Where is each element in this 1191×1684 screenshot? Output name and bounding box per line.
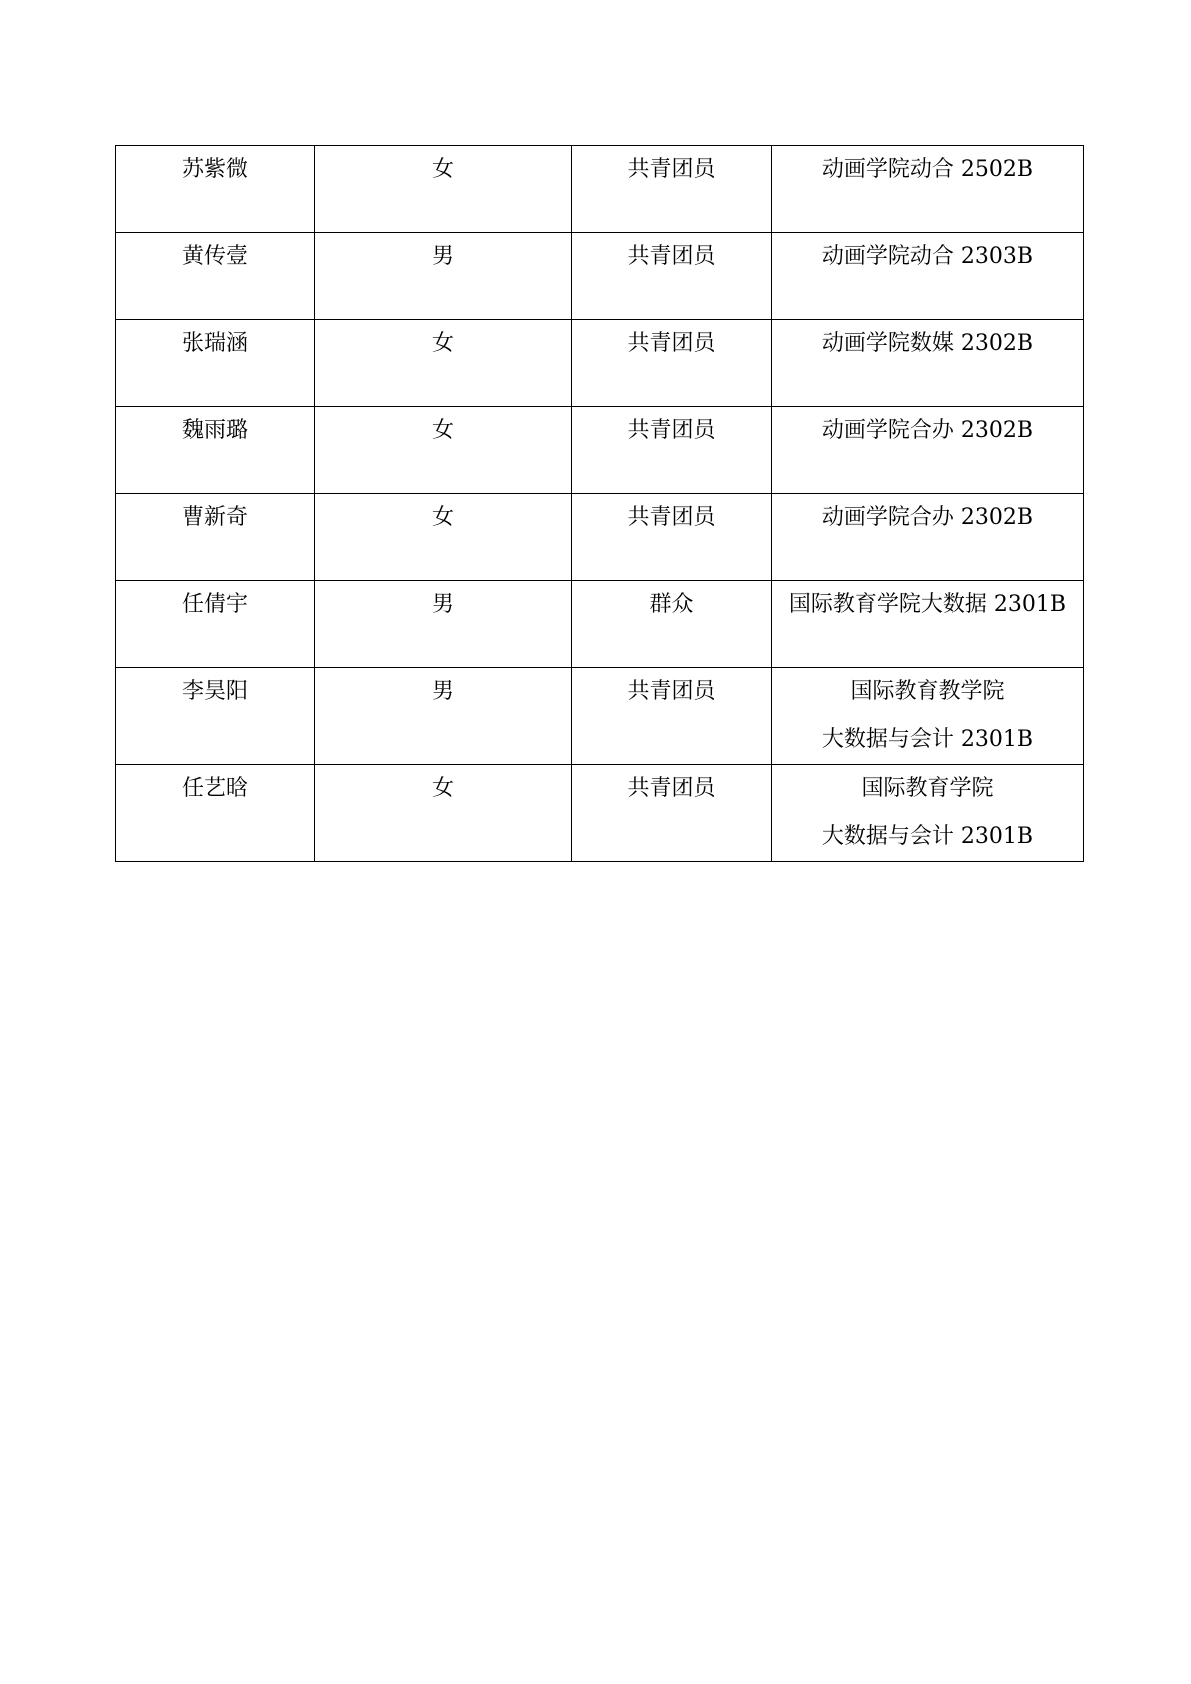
- unit-cell: [772, 320, 1084, 407]
- name-cell: [116, 320, 315, 407]
- political-status-cell: [572, 765, 772, 862]
- gender-text: 女: [431, 776, 454, 801]
- unit-cell: [772, 581, 1084, 668]
- name-cell: [116, 233, 315, 320]
- gender-cell: [315, 765, 572, 862]
- gender-cell: [315, 494, 572, 581]
- political-status-cell: [572, 233, 772, 320]
- name-text: 任倩宇: [181, 592, 248, 617]
- name-text: 黄传壹: [181, 244, 248, 269]
- gender-text: 男: [431, 679, 454, 704]
- table-row: [116, 407, 1084, 494]
- gender-text: 女: [431, 331, 454, 356]
- name-text: 苏紫微: [181, 157, 248, 182]
- table-row: [116, 668, 1084, 765]
- gender-cell: [315, 146, 572, 233]
- unit-text: 动画学院合办 2302B: [821, 505, 1034, 530]
- gender-cell: [315, 581, 572, 668]
- table-row: [116, 233, 1084, 320]
- name-cell: [116, 146, 315, 233]
- table-row: [116, 146, 1084, 233]
- unit-text-line-2: 大数据与会计 2301B: [821, 727, 1034, 752]
- gender-text: 女: [431, 418, 454, 443]
- unit-text-line-1: 国际教育学院: [861, 776, 994, 801]
- name-cell: [116, 765, 315, 862]
- unit-cell: [772, 407, 1084, 494]
- unit-cell: [772, 494, 1084, 581]
- gender-cell: [315, 668, 572, 765]
- unit-text: 动画学院数媒 2302B: [821, 331, 1034, 356]
- unit-cell: [772, 233, 1084, 320]
- unit-text-line-2: 大数据与会计 2301B: [821, 824, 1034, 849]
- unit-cell: [772, 146, 1084, 233]
- unit-text: 动画学院合办 2302B: [821, 418, 1034, 443]
- political-status-cell: [572, 494, 772, 581]
- table-row: [116, 320, 1084, 407]
- gender-cell: [315, 320, 572, 407]
- political-status-text: 共青团员: [627, 157, 716, 182]
- political-status-cell: [572, 146, 772, 233]
- gender-cell: [315, 407, 572, 494]
- name-text: 任艺晗: [181, 776, 248, 801]
- political-status-text: 共青团员: [627, 505, 716, 530]
- unit-text: 动画学院动合 2502B: [821, 157, 1034, 182]
- name-text: 曹新奇: [181, 505, 248, 530]
- name-text: 魏雨璐: [181, 418, 248, 443]
- table-row: [116, 494, 1084, 581]
- political-status-cell: [572, 668, 772, 765]
- unit-cell: [772, 765, 1084, 862]
- unit-text: 国际教育学院大数据 2301B: [788, 592, 1067, 617]
- table-row: [116, 765, 1084, 862]
- name-cell: [116, 668, 315, 765]
- political-status-cell: [572, 320, 772, 407]
- political-status-cell: [572, 581, 772, 668]
- unit-text-line-1: 国际教育教学院: [850, 679, 1005, 704]
- gender-text: 女: [431, 157, 454, 182]
- table-row: [116, 581, 1084, 668]
- gender-text: 女: [431, 505, 454, 530]
- name-cell: [116, 407, 315, 494]
- political-status-text: 共青团员: [627, 776, 716, 801]
- political-status-text: 共青团员: [627, 679, 716, 704]
- political-status-text: 共青团员: [627, 244, 716, 269]
- name-text: 李昊阳: [181, 679, 248, 704]
- political-status-text: 群众: [649, 592, 694, 617]
- name-cell: [116, 494, 315, 581]
- political-status-text: 共青团员: [627, 331, 716, 356]
- political-status-text: 共青团员: [627, 418, 716, 443]
- unit-cell: [772, 668, 1084, 765]
- unit-text: 动画学院动合 2303B: [821, 244, 1034, 269]
- name-text: 张瑞涵: [181, 331, 248, 356]
- member-table: [115, 145, 1084, 862]
- gender-cell: [315, 233, 572, 320]
- name-cell: [116, 581, 315, 668]
- political-status-cell: [572, 407, 772, 494]
- gender-text: 男: [431, 592, 454, 617]
- gender-text: 男: [431, 244, 454, 269]
